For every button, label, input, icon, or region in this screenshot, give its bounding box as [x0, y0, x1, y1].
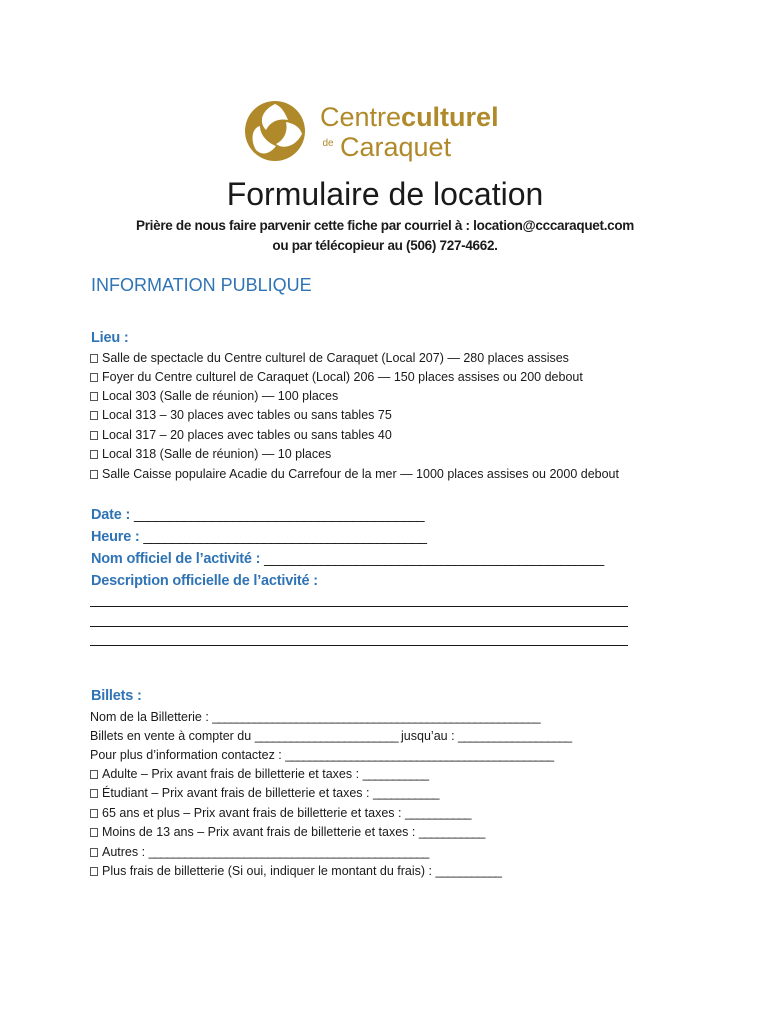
billet-option-label: Moins de 13 ans – Prix avant frais de billetterie et taxes : — [102, 825, 416, 839]
billet-option[interactable] — [90, 784, 438, 802]
billet-option-line[interactable]: ___________ — [362, 767, 429, 781]
contact-label: Pour plus d’information contactez : — [90, 748, 282, 762]
subtitle-line-1: Prière de nous faire parvenir cette fiche par courriel à : location@cccaraquet.com — [136, 218, 634, 233]
billet-option-line[interactable]: ___________ — [435, 864, 501, 878]
billetterie-field[interactable] — [90, 708, 540, 726]
description-line[interactable] — [90, 626, 628, 627]
jusqu-label: jusqu’au : — [401, 729, 455, 743]
billet-option-label: Adulte – Prix avant frais de billetterie et taxes : — [102, 767, 360, 781]
lieu-option[interactable] — [90, 387, 338, 405]
date-line[interactable]: _________________________________________ — [133, 507, 424, 523]
contact-field[interactable] — [90, 746, 553, 764]
checkbox[interactable] — [90, 411, 98, 420]
billet-option[interactable] — [90, 823, 484, 841]
date-label: Date : — [91, 507, 131, 523]
nom-activite-label: Nom officiel de l’activité : — [91, 551, 261, 567]
heure-field[interactable] — [91, 527, 426, 547]
lieu-heading: Lieu : — [91, 330, 129, 346]
billetterie-line[interactable]: _______________________________________________________ — [212, 710, 540, 724]
lieu-option-label: Local 313 – 30 places avec tables ou sans tables 75 — [102, 408, 392, 422]
vente-field[interactable] — [90, 727, 571, 745]
description-label: Description officielle de l’activité : — [91, 573, 318, 589]
lieu-option-label: Local 303 (Salle de réunion) — 100 places — [102, 389, 339, 403]
lieu-option-label: Salle de spectacle du Centre culturel de Caraquet (Local 207) — 280 places assises — [102, 351, 569, 365]
vente-label: Billets en vente à compter du — [90, 729, 252, 743]
checkbox[interactable] — [90, 450, 98, 459]
lieu-option-label: Local 318 (Salle de réunion) — 10 places — [102, 447, 332, 461]
heure-label: Heure : — [91, 529, 140, 545]
lieu-option-label: Foyer du Centre culturel de Caraquet (Local) 206 — 150 places assises ou 200 debout — [102, 370, 583, 384]
subtitle-line-2: ou par télécopieur au (506) 727-4662. — [272, 238, 498, 253]
checkbox[interactable] — [90, 431, 98, 440]
description-line[interactable] — [90, 606, 628, 607]
checkbox[interactable] — [90, 373, 98, 382]
logo-word-caraquet: Caraquet — [340, 132, 452, 162]
lieu-option[interactable] — [90, 426, 392, 444]
vente-line[interactable]: ________________________ — [254, 729, 398, 743]
billet-option[interactable] — [90, 862, 501, 880]
date-field[interactable] — [91, 505, 424, 525]
checkbox[interactable] — [90, 470, 98, 479]
billet-option-label: 65 ans et plus – Prix avant frais de billetterie et taxes : — [102, 806, 402, 820]
contact-line[interactable]: _____________________________________________ — [285, 748, 554, 762]
jusqu-line[interactable]: ___________________ — [458, 729, 572, 743]
description-line[interactable] — [90, 645, 628, 646]
billet-option-line[interactable]: ___________ — [418, 825, 485, 839]
checkbox[interactable] — [90, 354, 98, 363]
checkbox[interactable] — [90, 789, 98, 798]
lieu-option[interactable] — [90, 349, 569, 367]
lieu-option[interactable] — [90, 368, 583, 386]
billet-option-line[interactable]: ___________ — [404, 806, 471, 820]
logo-word-centre: Centre — [320, 102, 402, 132]
logo-word-culturel: culturel — [401, 102, 499, 132]
lieu-option-label: Salle Caisse populaire Acadie du Carrefour de la mer — 1000 places assises ou 2000 debout — [102, 467, 619, 481]
lieu-option[interactable] — [90, 406, 392, 424]
billet-option[interactable] — [90, 765, 428, 783]
checkbox[interactable] — [90, 828, 98, 837]
billet-option[interactable] — [90, 843, 428, 861]
heure-line[interactable]: ________________________________________ — [143, 529, 426, 545]
checkbox[interactable] — [90, 848, 98, 857]
billet-option-label: Plus frais de billetterie (Si oui, indiquer le montant du frais) : — [102, 864, 433, 878]
billet-option-label: Autres : — [102, 845, 146, 859]
lieu-option-label: Local 317 – 20 places avec tables ou sans tables 40 — [102, 428, 392, 442]
checkbox[interactable] — [90, 392, 98, 401]
billet-option-line[interactable]: ___________ — [372, 786, 439, 800]
logo-wordmark — [320, 102, 544, 162]
logo-word-de: de — [322, 138, 334, 149]
nom-activite-field[interactable] — [91, 549, 603, 569]
nom-activite-line[interactable]: ________________________________________________ — [264, 551, 604, 567]
logo — [244, 100, 544, 166]
billet-option[interactable] — [90, 804, 470, 822]
section-title: INFORMATION PUBLIQUE — [91, 275, 312, 295]
page-title: Formulaire de location — [226, 176, 544, 212]
billet-option-line[interactable]: _______________________________________________ — [148, 845, 429, 859]
lieu-option[interactable] — [90, 445, 331, 463]
swirl-logo-icon — [244, 100, 306, 162]
checkbox[interactable] — [90, 809, 98, 818]
billet-option-label: Étudiant – Prix avant frais de billetterie et taxes : — [102, 786, 370, 800]
checkbox[interactable] — [90, 770, 98, 779]
billetterie-label: Nom de la Billetterie : — [90, 710, 209, 724]
checkbox[interactable] — [90, 867, 98, 876]
lieu-option[interactable] — [90, 465, 619, 483]
billets-heading: Billets : — [91, 688, 142, 704]
